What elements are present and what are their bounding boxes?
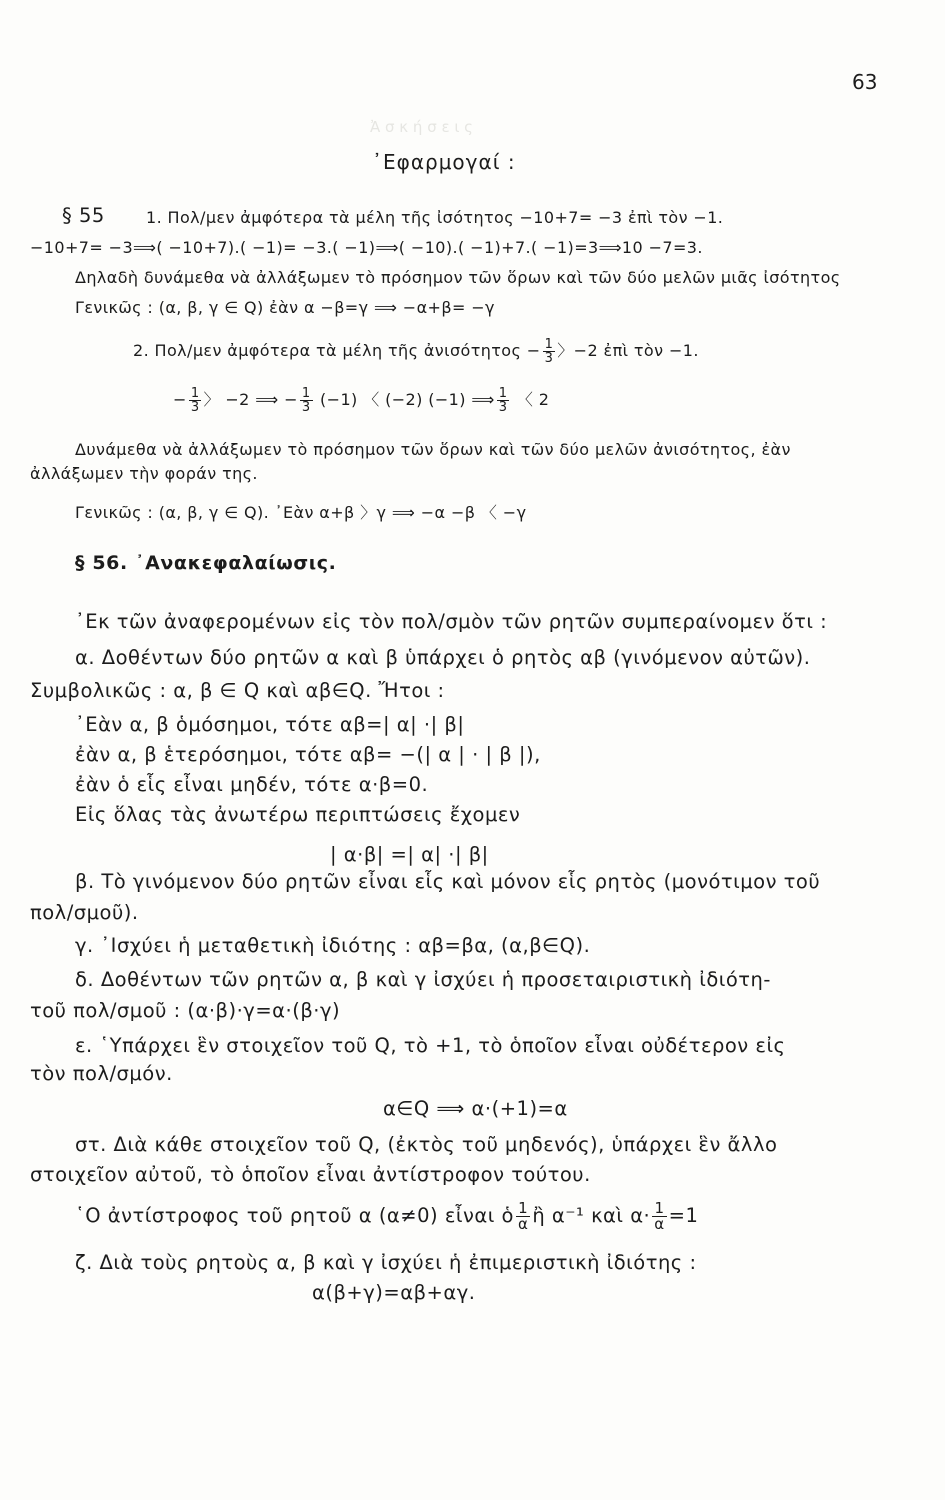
s56-zeta-1: ζ. Διὰ τοὺς ρητοὺς α, β καὶ γ ἰσχύει ἡ ἐπιμεριστικὴ ἰδιότης : (75, 1251, 697, 1274)
s55-line-6-d: 〈 2 (511, 390, 550, 409)
s55-line-9: Γενικῶς : (α, β, γ ∈ Q). ᾿Εὰν α+β 〉γ ⟹ −α −β 〈 −γ (75, 503, 527, 522)
fraction-one-third (300, 387, 313, 414)
fraction-one-third (189, 387, 202, 414)
s55-line-6 (173, 387, 549, 414)
s56-st-1: στ. Διὰ κάθε στοιχεῖον τοῦ Q, (ἐκτὸς τοῦ μηδενός), ὑπάρχει ἓν ἄλλο (75, 1133, 778, 1156)
s56-alpha-7: | α·β| =| α| ·| β| (330, 843, 489, 866)
bleed-through: Ἀ σ κ ή σ ε ι ς (370, 118, 473, 136)
section-55-mark: § 55 (62, 204, 105, 227)
numerator: 1 (190, 386, 200, 401)
s56-st-3-a: ῾Ο ἀντίστροφος τοῦ ρητοῦ α (α≠0) εἶναι ὁ (75, 1204, 514, 1227)
page-heading: ᾿Εφαρμογαί : (372, 150, 516, 174)
s55-line-3: Δηλαδὴ δυνάμεθα νὰ ἀλλάξωμεν τὸ πρόσημον τῶν ὅρων καὶ τῶν δύο μελῶν μιᾶς ἰσότητος (75, 268, 841, 287)
denominator: 3 (190, 400, 200, 415)
numerator: 1 (516, 1201, 530, 1217)
s55-line-2: −10+7= −3⟹( −10+7).( −1)= −3.( −1)⟹( −10).( −1)+7.( −1)=3⟹10 −7=3. (30, 238, 703, 257)
s55-line-5-b: 〉−2 ἐπὶ τὸν −1. (557, 341, 699, 360)
numerator: 1 (652, 1201, 666, 1217)
s56-delta-2: τοῦ πολ/σμοῦ : (α·β)·γ=α·(β·γ) (30, 999, 341, 1022)
numerator: 1 (544, 337, 554, 352)
fraction-one-third (497, 387, 510, 414)
s56-st-3-b: ἢ α⁻¹ καὶ α· (532, 1204, 651, 1227)
s56-delta-1: δ. Δοθέντων τῶν ρητῶν α, β καὶ γ ἰσχύει ἡ προσεταιριστικὴ ἰδιότη- (75, 968, 771, 991)
s55-line-7: Δυνάμεθα νὰ ἀλλάξωμεν τὸ πρόσημον τῶν ὅρων καὶ τῶν δύο μελῶν ἀνισότητος, ἐὰν (75, 440, 791, 459)
s56-intro: ᾿Εκ τῶν ἀναφερομένων εἰς τὸν πολ/σμὸν τῶν ρητῶν συμπεραίνομεν ὅτι : (75, 610, 828, 633)
s56-alpha-4: ἐὰν α, β ἑτερόσημοι, τότε αβ= −(| α | · | β |), (75, 743, 541, 766)
s55-line-5-a: 2. Πολ/μεν ἀμφότερα τὰ μέλη τῆς ἀνισότητος − (133, 341, 541, 360)
s56-epsilon-3: α∈Q ⟹ α·(+1)=α (383, 1097, 568, 1120)
denominator: 3 (544, 351, 554, 366)
s56-epsilon-2: τὸν πολ/σμόν. (30, 1062, 173, 1085)
s55-line-6-a: − (173, 390, 187, 409)
s56-gamma-1: γ. ᾿Ισχύει ἡ μεταθετικὴ ἰδιότης : αβ=βα, (α,β∈Q). (75, 934, 591, 957)
denominator: α (517, 1215, 529, 1233)
s55-line-1: 1. Πολ/μεν ἀμφότερα τὰ μέλη τῆς ἰσότητος −10+7= −3 ἐπὶ τὸν −1. (146, 208, 724, 227)
s56-alpha-2: Συμβολικῶς : α, β ∈ Q καὶ αβ∈Q. Ἤτοι : (30, 679, 445, 702)
s56-epsilon-1: ε. ῾Υπάρχει ἓν στοιχεῖον τοῦ Q, τὸ +1, τὸ ὁποῖον εἶναι οὐδέτερον εἰς (75, 1034, 786, 1057)
s56-alpha-3: ᾿Εὰν α, β ὁμόσημοι, τότε αβ=| α| ·| β| (75, 713, 465, 736)
s55-line-4: Γενικῶς : (α, β, γ ∈ Q) ἐὰν α −β=γ ⟹ −α+β= −γ (75, 298, 495, 317)
s56-zeta-2: α(β+γ)=αβ+αγ. (312, 1281, 476, 1304)
fraction-one-over-alpha (652, 1201, 666, 1232)
denominator: α (654, 1215, 665, 1233)
numerator: 1 (301, 386, 311, 401)
numerator: 1 (498, 386, 508, 401)
page-number: 63 (852, 70, 878, 94)
fraction-one-third (543, 338, 556, 365)
s56-st-3-c: =1 (668, 1204, 699, 1227)
fraction-one-over-alpha (516, 1201, 530, 1232)
s55-line-8: ἀλλάξωμεν τὴν φοράν της. (30, 464, 258, 483)
denominator: 3 (498, 400, 508, 415)
section-56-title: § 56. ᾿Ανακεφαλαίωσις. (75, 552, 337, 574)
s56-beta-1: β. Τὸ γινόμενον δύο ρητῶν εἶναι εἷς καὶ μόνον εἷς ρητὸς (μονότιμον τοῦ (75, 870, 821, 893)
s55-line-6-b: 〉 −2 ⟹ − (203, 390, 298, 409)
s56-st-3 (75, 1201, 698, 1232)
s56-beta-2: πολ/σμοῦ). (30, 901, 139, 924)
s55-line-5 (133, 338, 699, 365)
denominator: 3 (301, 400, 311, 415)
s55-line-6-c: (−1) 〈 (−2) (−1) ⟹ (314, 390, 495, 409)
s56-alpha-1: α. Δοθέντων δύο ρητῶν α καὶ β ὑπάρχει ὁ ρητὸς αβ (γινόμενον αὐτῶν). (75, 646, 811, 669)
s56-alpha-5: ἐὰν ὁ εἷς εἶναι μηδέν, τότε α·β=0. (75, 773, 429, 796)
s56-st-2: στοιχεῖον αὐτοῦ, τὸ ὁποῖον εἶναι ἀντίστροφον τούτου. (30, 1163, 591, 1186)
s56-alpha-6: Εἰς ὅλας τὰς ἀνωτέρω περιπτώσεις ἔχομεν (75, 803, 521, 826)
